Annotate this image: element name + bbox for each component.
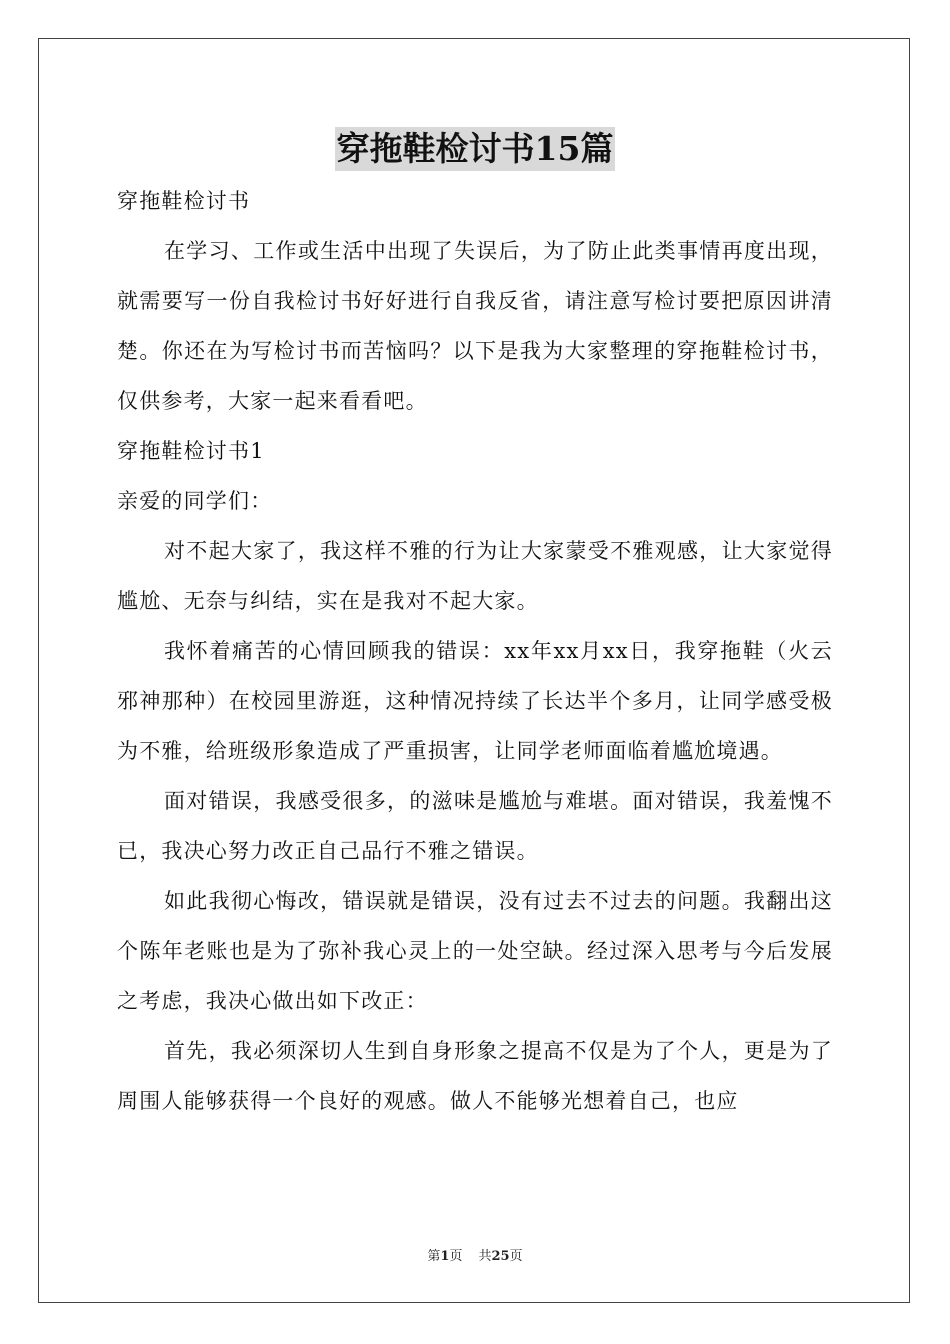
section-heading: 穿拖鞋检讨书1 [117, 439, 265, 463]
paragraph: 在学习、工作或生活中出现了失误后，为了防止此类事情再度出现，就需要写一份自我检讨书好好进行自我反省，请注意写检讨要把原因讲清楚。你还在为写检讨书而苦恼吗？以下是我为大家整理的穿拖鞋检讨书，仅供参考，大家一起来看看吧。 [117, 239, 833, 413]
page-suffix: 页 [449, 1249, 463, 1264]
total-prefix: 共 [478, 1249, 492, 1264]
paragraph: 面对错误，我感受很多，的滋味是尴尬与难堪。面对错误，我羞愧不已，我决心努力改正自己品行不雅之错误。 [117, 789, 833, 863]
total-suffix: 页 [509, 1249, 523, 1264]
paragraph: 对不起大家了，我这样不雅的行为让大家蒙受不雅观感，让大家觉得尴尬、无奈与纠结，实在是我对不起大家。 [117, 539, 833, 613]
page-prefix: 第 [427, 1249, 441, 1264]
document-title: 穿拖鞋检讨书15篇 [335, 127, 616, 171]
paragraph: 我怀着痛苦的心情回顾我的错误：xx年xx月xx日，我穿拖鞋（火云邪神那种）在校园里游逛，这种情况持续了长达半个多月，让同学感受极为不雅，给班级形象造成了严重损害，让同学老师面临着尴尬境遇。 [117, 639, 833, 763]
document-body [117, 176, 833, 1126]
page-number: 1 [440, 1249, 450, 1264]
title-container [0, 127, 950, 171]
total-pages: 25 [491, 1249, 510, 1264]
page-footer [0, 1248, 950, 1266]
paragraph: 如此我彻心悔改，错误就是错误，没有过去不过去的问题。我翻出这个陈年老账也是为了弥补我心灵上的一处空缺。经过深入思考与今后发展之考虑，我决心做出如下改正： [117, 889, 833, 1013]
salutation: 亲爱的同学们： [117, 489, 273, 513]
paragraph: 首先，我必须深切人生到自身形象之提高不仅是为了个人，更是为了周围人能够获得一个良好的观感。做人不能够光想着自己，也应 [117, 1039, 833, 1113]
paragraph: 穿拖鞋检讨书 [117, 189, 251, 213]
